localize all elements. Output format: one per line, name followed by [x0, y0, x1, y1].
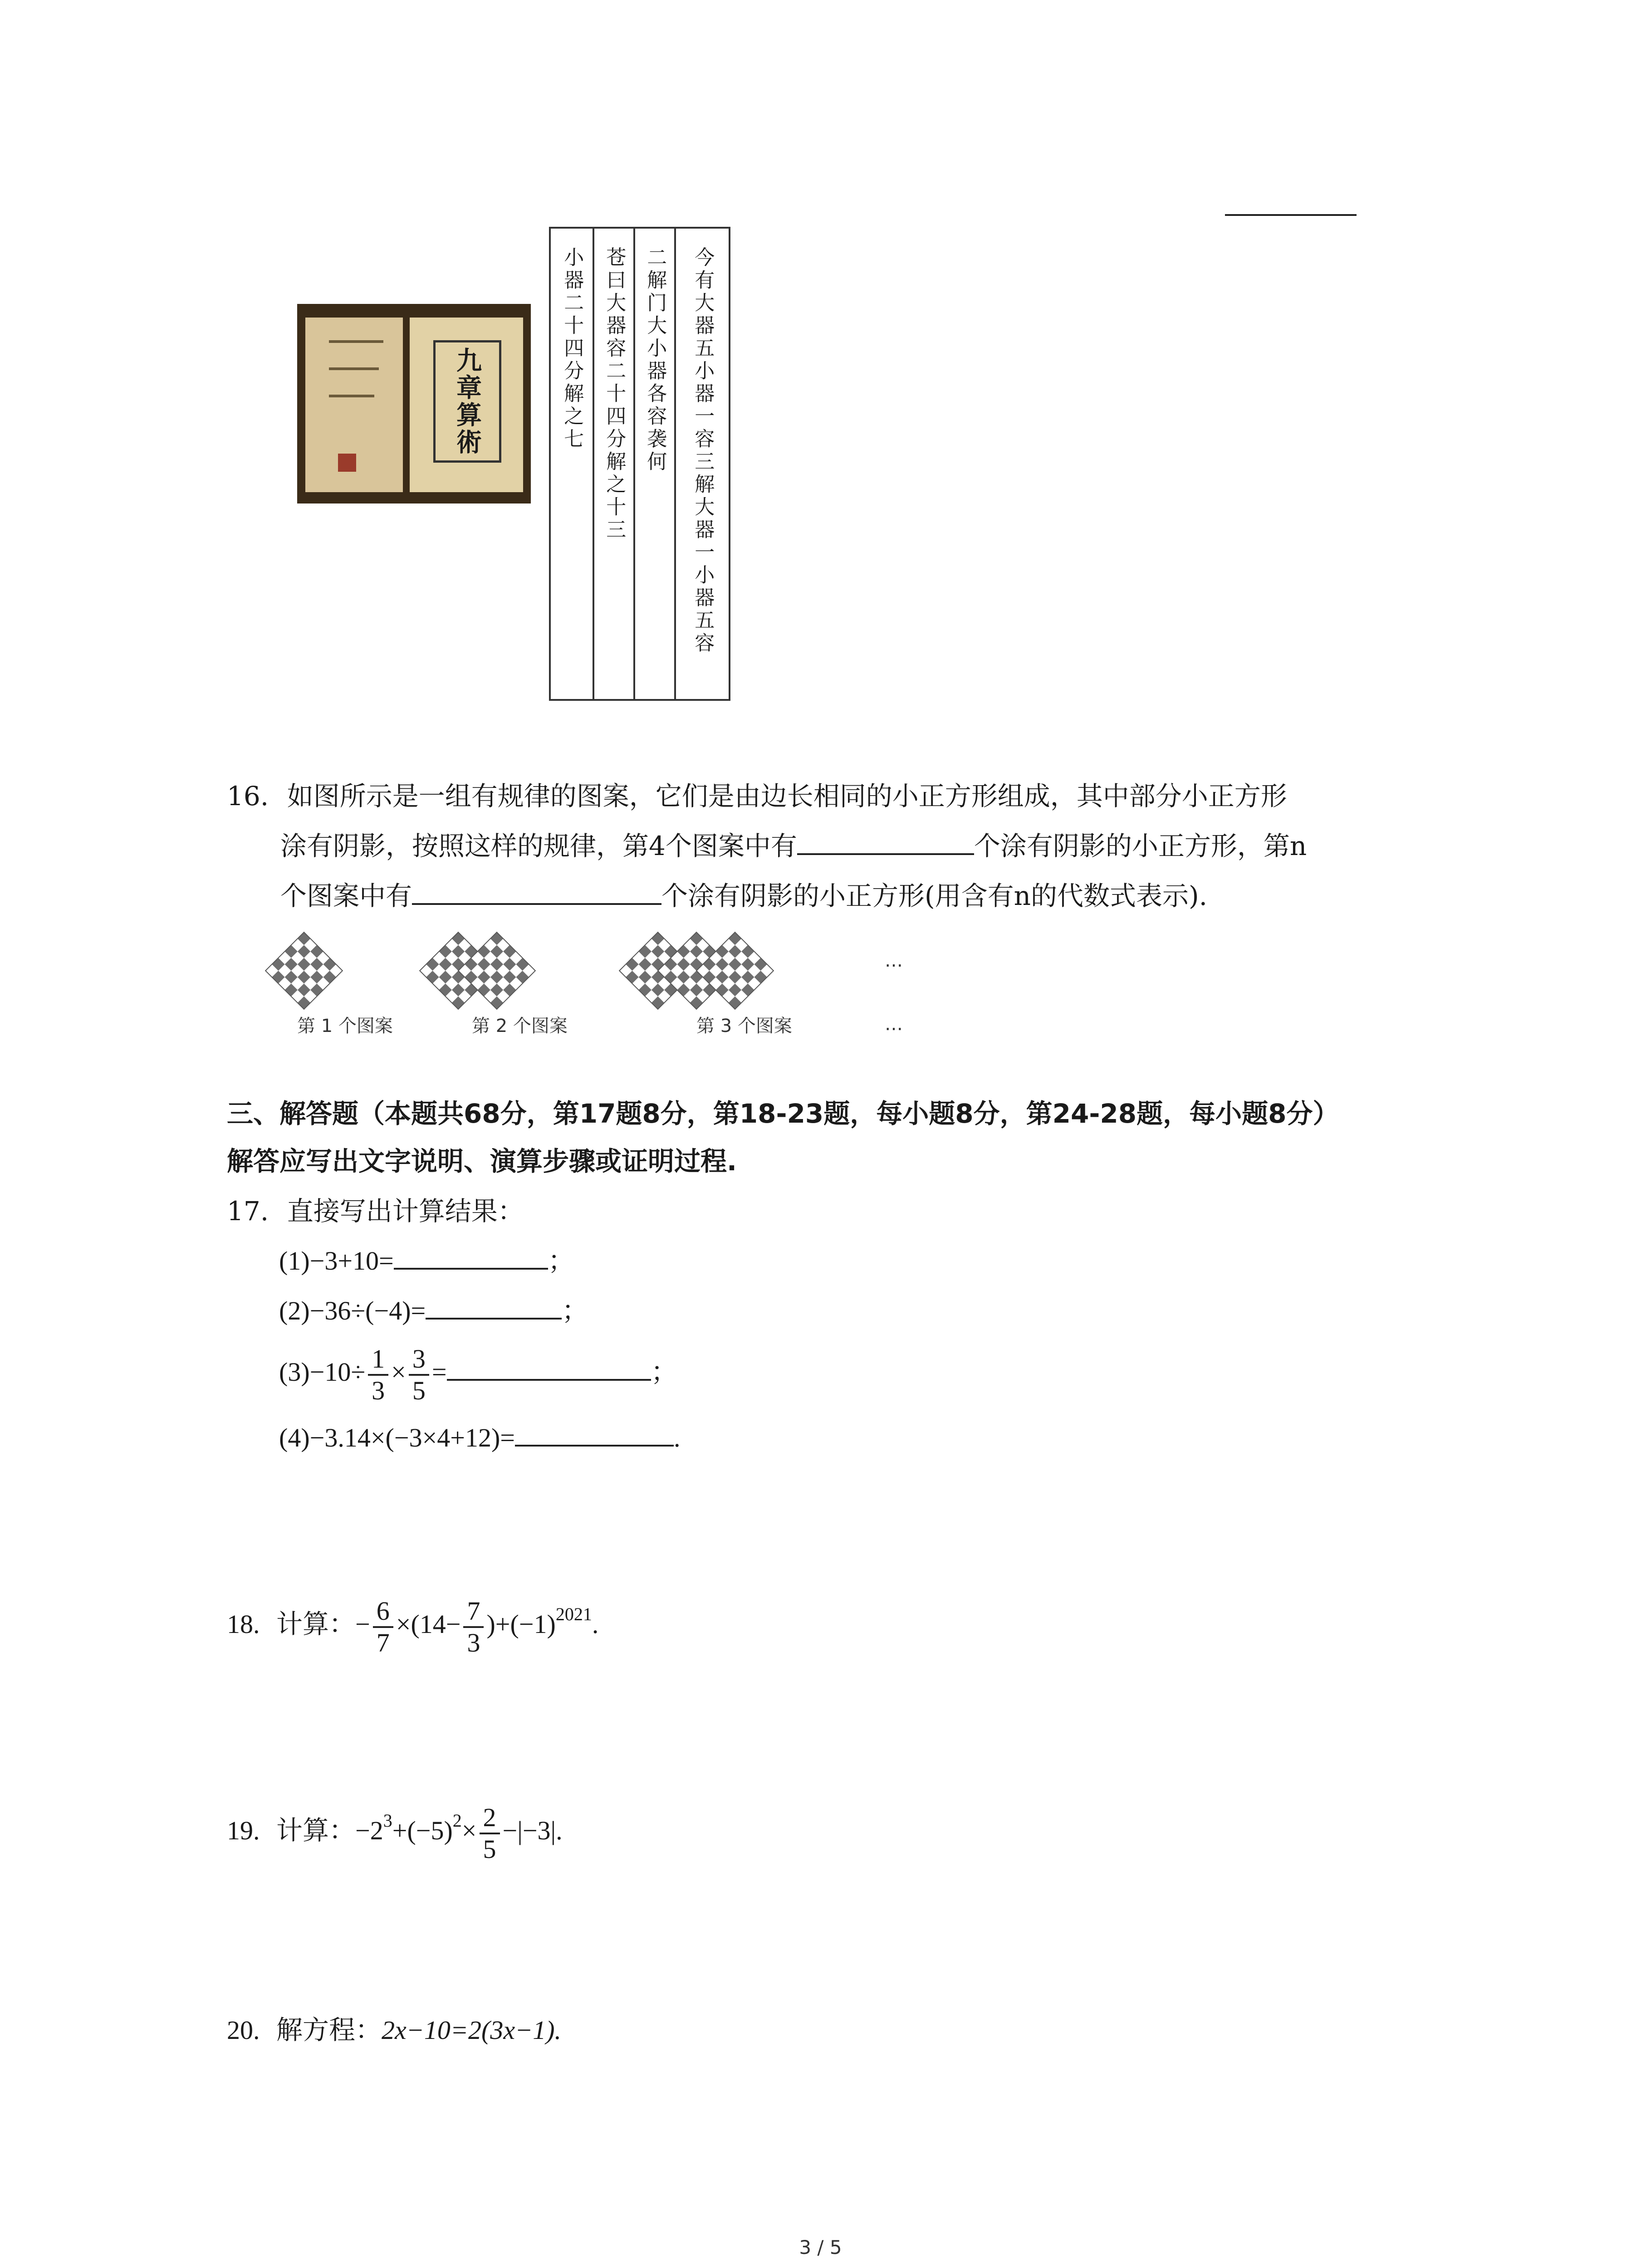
q16-caption-1: 第 1 个图案	[297, 1016, 393, 1036]
q19-fraction: $\frac{2}{5}$	[480, 1803, 500, 1864]
pattern-2	[420, 932, 535, 1009]
q16-caption-2: 第 2 个图案	[472, 1016, 568, 1036]
q18-number: 18.	[227, 1609, 260, 1639]
q16-blank-1[interactable]	[797, 830, 974, 855]
q18-fraction-1: $\frac{6}{7}$	[373, 1596, 393, 1658]
classic-strip-4: 今有大器五小器一容三解大器一小器五容	[674, 227, 730, 701]
q16-line1: 16. 如图所示是一组有规律的图案，它们是由边长相同的小正方形组成，其中部分小正方形	[227, 781, 1287, 811]
pattern-3	[619, 932, 774, 1009]
classic-strip-1: 小器二十四分解之七	[549, 227, 594, 701]
q19: 19. 计算：$-2^3+(-5)^2\times$ $\frac{2}{5}$ −|−3|.	[227, 1802, 563, 1864]
q18-fraction-2: $\frac{7}{3}$	[463, 1596, 484, 1658]
q16-blank-2[interactable]	[412, 880, 661, 905]
top-rule	[1225, 214, 1357, 216]
q16-caption-3: 第 3 个图案	[696, 1016, 792, 1036]
q17-fraction-2: $\frac{3}{5}$	[409, 1344, 429, 1406]
book-cover-title: 九章算術	[452, 347, 482, 456]
q16-line2: 涂有阴影，按照这样的规律，第4个图案中有 个涂有阴影的小正方形，第n	[280, 831, 1307, 861]
q19-number: 19.	[227, 1816, 260, 1845]
q17-part3: (3)−10÷ $\frac{1}{3}$ × $\frac{3}{5}$ = ；	[279, 1344, 677, 1405]
q17-number: 17.	[227, 1196, 269, 1227]
q20-number: 20.	[227, 2015, 260, 2045]
page-number: 3 / 5	[799, 2236, 842, 2258]
q17-blank-4[interactable]	[515, 1421, 674, 1447]
q17-blank-3[interactable]	[447, 1355, 651, 1381]
classic-strip-2: 苍曰大器容二十四分解之十三	[593, 227, 635, 701]
book-image	[297, 304, 531, 503]
section3-note: 解答应写出文字说明、演算步骤或证明过程.	[227, 1146, 737, 1177]
q16-ellipsis-1: …	[885, 950, 903, 971]
section3-heading: 三、解答题（本题共68分，第17题8分，第18-23题，每小题8分，第24-28题，每小题8分）	[227, 1098, 1339, 1129]
pattern-1	[265, 932, 343, 1009]
q16-line3: 个图案中有 个涂有阴影的小正方形(用含有n的代数式表示).	[280, 880, 1208, 911]
q17-part2: (2)−36÷(−4)= ；	[279, 1286, 588, 1336]
q18: 18. 计算：− $\frac{6}{7}$ ×(14− $\frac{7}{3}$ )$+(-1)^{2021}$.	[227, 1596, 599, 1657]
q17-part1: (1)−3+10= ；	[279, 1236, 574, 1286]
q17-blank-1[interactable]	[394, 1244, 548, 1270]
q17-blank-2[interactable]	[426, 1294, 562, 1320]
q17-fraction-1: $\frac{1}{3}$	[368, 1344, 388, 1406]
q16-number: 16.	[227, 781, 269, 811]
q17-part4: (4)−3.14×(−3×4+12)= .	[279, 1413, 681, 1463]
classic-strip-3: 二解门大小器各容袭何	[633, 227, 676, 701]
q16-ellipsis-2: …	[885, 1014, 903, 1035]
q20: 20. 解方程：2x−10=2(3x−1).	[227, 2014, 562, 2045]
q17-prompt: 17. 直接写出计算结果：	[227, 1196, 524, 1227]
